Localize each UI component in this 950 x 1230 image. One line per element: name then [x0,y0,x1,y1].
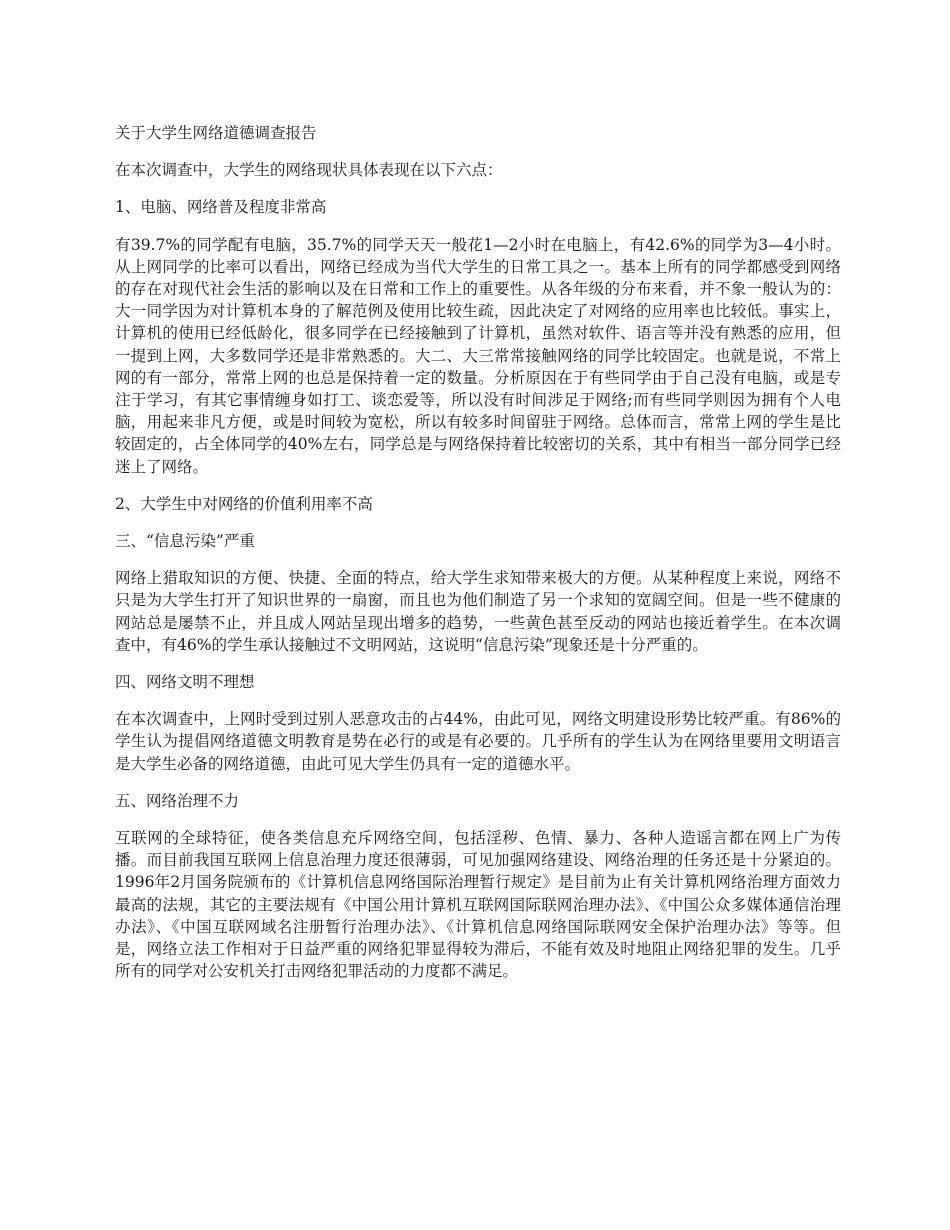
section-heading-2: 2、大学生中对网络的价值利用率不高 [115,494,373,513]
section-body-4: 在本次调查中，上网时受到过别人恶意攻击的占44%，由此可见，网络文明建设形势比较严重。有86%的学生认为提倡网络道德文明教育是势在必行的或是有必要的。几乎所有的学生认为在网络里要用文明语言是大学生必备的网络道德，由此可见大学生仍具有一定的道德水平。 [115,710,841,773]
section-heading-1: 1、电脑、网络普及程度非常高 [115,198,327,217]
section-heading-4: 四、网络文明不理想 [115,673,255,692]
document-page [115,122,841,998]
section-body-5: 互联网的全球特征，使各类信息充斥网络空间，包括淫秽、色情、暴力、各种人造谣言都在网上广为传播。而目前我国互联网上信息治理力度还很薄弱，可见加强网络建设、网络治理的任务还是十分紧迫的。1996年2月国务院颁布的《计算机信息网络国际治理暂行规定》是目前为止有关计算机网络治理方面效力最高的法规，其它的主要法规有《中国公用计算机互联网国际联网治理办法》、《中国公众多媒体通信治理办法》、《中国互联网域名注册暂行治理办法》、《计算机信息网络国际联网安全保护治理办法》等等。但是，网络立法工作相对于日益严重的网络犯罪显得较为滞后，不能有效及时地阻止网络犯罪的发生。几乎所有的同学对公安机关打击网络犯罪活动的力度都不满足。 [115,829,841,981]
intro-paragraph: 在本次调查中，大学生的网络现状具体表现在以下六点： [115,161,503,180]
section-body-1: 有39.7%的同学配有电脑，35.7%的同学天天一般花1—2小时在电脑上，有42.6%的同学为3—4小时。从上网同学的比率可以看出，网络已经成为当代大学生的日常工具之一。基本上所有的同学都感受到网络的存在对现代社会生活的影响以及在日常和工作上的重要性。从各年级的分布来看，并不象一般认为的：大一同学因为对计算机本身的了解范例及使用比较生疏，因此决定了对网络的应用率也比较低。事实上，计算机的使用已经低龄化，很多同学在已经接触到了计算机，虽然对软件、语言等并没有熟悉的应用，但一提到上网，大多数同学还是非常熟悉的。大二、大三常常接触网络的同学比较固定。也就是说，不常上网的有一部分，常常上网的也总是保持着一定的数量。分析原因在于有些同学由于自己没有电脑，或是专注于学习，有其它事情缠身如打工、谈恋爱等，所以没有时间涉足于网络;而有些同学则因为拥有个人电脑，用起来非凡方便，或是时间较为宽松，所以有较多时间留驻于网络。总体而言，常常上网的学生是比较固定的，占全体同学的40%左右，同学总是与网络保持着比较密切的关系，其中有相当一部分同学已经迷上了网络。 [115,235,841,476]
section-heading-3: 三、“信息污染”严重 [115,532,255,551]
document-title: 关于大学生网络道德调查报告 [115,124,317,142]
section-heading-5: 五、网络治理不力 [115,791,240,810]
section-body-3: 网络上猎取知识的方便、快捷、全面的特点，给大学生求知带来极大的方便。从某种程度上来说，网络不只是为大学生打开了知识世界的一扇窗，而且也为他们制造了另一个求知的宽阔空间。但是一些不健康的网站总是屡禁不止，并且成人网站呈现出增多的趋势，一些黄色甚至反动的网站也接近着学生。在本次调查中，有46%的学生承认接触过不文明网站，这说明“信息污染”现象还是十分严重的。 [115,569,841,654]
